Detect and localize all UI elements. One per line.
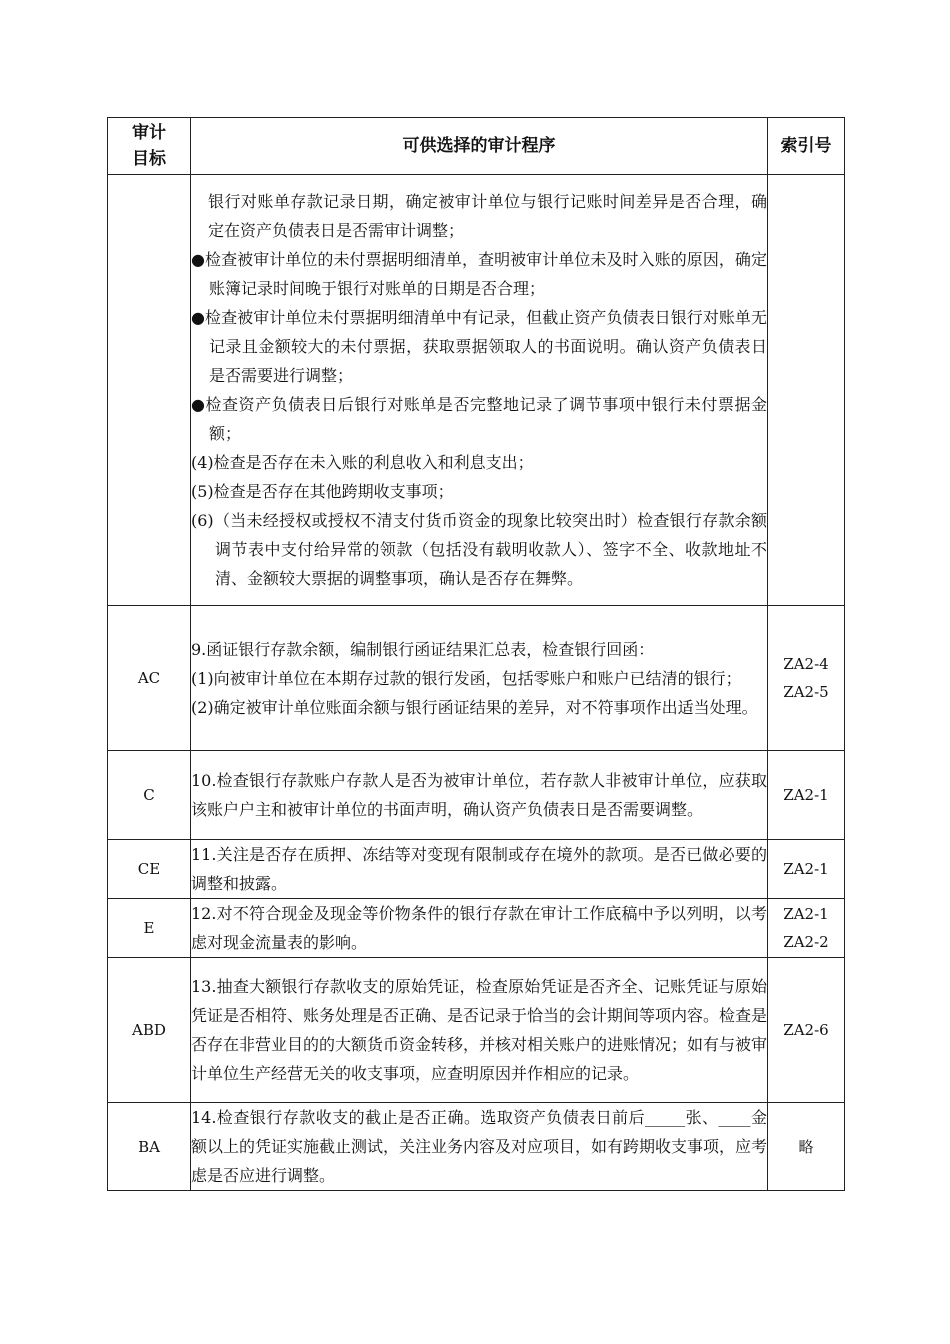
row-ref <box>768 899 845 958</box>
header-goal-line2: 目标 <box>132 149 166 169</box>
row-goal: AC <box>108 606 191 751</box>
header-goal-line1: 审计 <box>132 123 166 143</box>
table-row <box>108 840 845 899</box>
procedure-line: 12.对不符合现金及现金等价物条件的银行存款在审计工作底稿中予以列明，以考虑对现金流量表的影响。 <box>191 904 767 952</box>
row-procedure <box>191 958 768 1103</box>
row-procedure <box>191 899 768 958</box>
procedure-line: (1)向被审计单位在本期存过款的银行发函，包括零账户和账户已结清的银行； <box>191 668 742 688</box>
ref-code: ZA2-5 <box>783 683 829 701</box>
ref-code: ZA2-4 <box>783 655 829 673</box>
ref-code: ZA2-1 <box>783 860 829 878</box>
table-row <box>108 175 845 606</box>
row-ref <box>768 751 845 840</box>
row-ref <box>768 606 845 751</box>
procedure-bullet: ●检查资产负债表日后银行对账单是否完整地记录了调节事项中银行未付票据金额； <box>191 395 767 443</box>
row-goal: ABD <box>108 958 191 1103</box>
table-header-row <box>108 118 845 175</box>
row-procedure <box>191 606 768 751</box>
ref-code: 略 <box>798 1137 814 1156</box>
procedure-line: (2)确定被审计单位账面余额与银行函证结果的差异，对不符事项作出适当处理。 <box>191 697 758 717</box>
header-procedure: 可供选择的审计程序 <box>191 118 768 175</box>
table-row <box>108 606 845 751</box>
header-ref: 索引号 <box>768 118 845 175</box>
audit-procedure-table <box>107 117 845 1191</box>
table-row <box>108 899 845 958</box>
table-row <box>108 1103 845 1191</box>
row-ref <box>768 958 845 1103</box>
procedure-line: (6)（当未经授权或授权不清支付货币资金的现象比较突出时）检查银行存款余额调节表中支付给异常的领款（包括没有载明收款人）、签字不全、收款地址不清、金额较大票据的调整事项，确认是否存在舞弊。 <box>191 511 767 588</box>
procedure-bullet: ●检查被审计单位未付票据明细清单中有记录，但截止资产负债表日银行对账单无记录且金额较大的未付票据，获取票据领取人的书面说明。确认资产负债表日是否需要进行调整； <box>191 308 767 385</box>
procedure-line: 13.抽查大额银行存款收支的原始凭证，检查原始凭证是否齐全、记账凭证与原始凭证是否相符、账务处理是否正确、是否记录于恰当的会计期间等项内容。检查是否存在非营业目的的大额货币资金转移，并核对相关账户的进账情况；如有与被审计单位生产经营无关的收支事项，应查明原因并作相应的记录。 <box>191 977 768 1083</box>
ref-code: ZA2-1 <box>783 905 829 923</box>
table-row <box>108 958 845 1103</box>
procedure-line: (4)检查是否存在未入账的利息收入和利息支出； <box>191 453 534 472</box>
procedure-line: (5)检查是否存在其他跨期收支事项； <box>191 482 454 501</box>
header-audit-goal <box>108 118 191 175</box>
row-goal <box>108 175 191 606</box>
table-row <box>108 751 845 840</box>
ref-code: ZA2-2 <box>783 933 829 951</box>
row-procedure <box>191 751 768 840</box>
row-ref <box>768 840 845 899</box>
procedure-line: 10.检查银行存款账户存款人是否为被审计单位，若存款人非被审计单位，应获取该账户户主和被审计单位的书面声明，确认资产负债表日是否需要调整。 <box>191 771 767 819</box>
procedure-line: 11.关注是否存在质押、冻结等对变现有限制或存在境外的款项。是否已做必要的调整和披露。 <box>191 845 767 893</box>
ref-code: ZA2-1 <box>783 786 829 804</box>
row-procedure <box>191 840 768 899</box>
row-procedure <box>191 175 768 606</box>
procedure-line: 14.检查银行存款收支的截止是否正确。选取资产负债表日前后_____张、____金额以上的凭证实施截止测试，关注业务内容及对应项目，如有跨期收支事项，应考虑是否应进行调整。 <box>191 1108 768 1185</box>
row-goal: BA <box>108 1103 191 1191</box>
row-ref <box>768 175 845 606</box>
procedure-line: 9.函证银行存款余额，编制银行函证结果汇总表，检查银行回函： <box>191 639 655 659</box>
row-goal: C <box>108 751 191 840</box>
row-ref <box>768 1103 845 1191</box>
row-goal: CE <box>108 840 191 899</box>
row-goal: E <box>108 899 191 958</box>
ref-code: ZA2-6 <box>783 1021 829 1039</box>
procedure-bullet: ●检查被审计单位的未付票据明细清单，查明被审计单位未及时入账的原因，确定账簿记录时间晚于银行对账单的日期是否合理； <box>191 250 767 298</box>
row-procedure <box>191 1103 768 1191</box>
procedure-line: 银行对账单存款记录日期，确定被审计单位与银行记账时间差异是否合理，确定在资产负债表日是否需审计调整； <box>208 192 767 240</box>
